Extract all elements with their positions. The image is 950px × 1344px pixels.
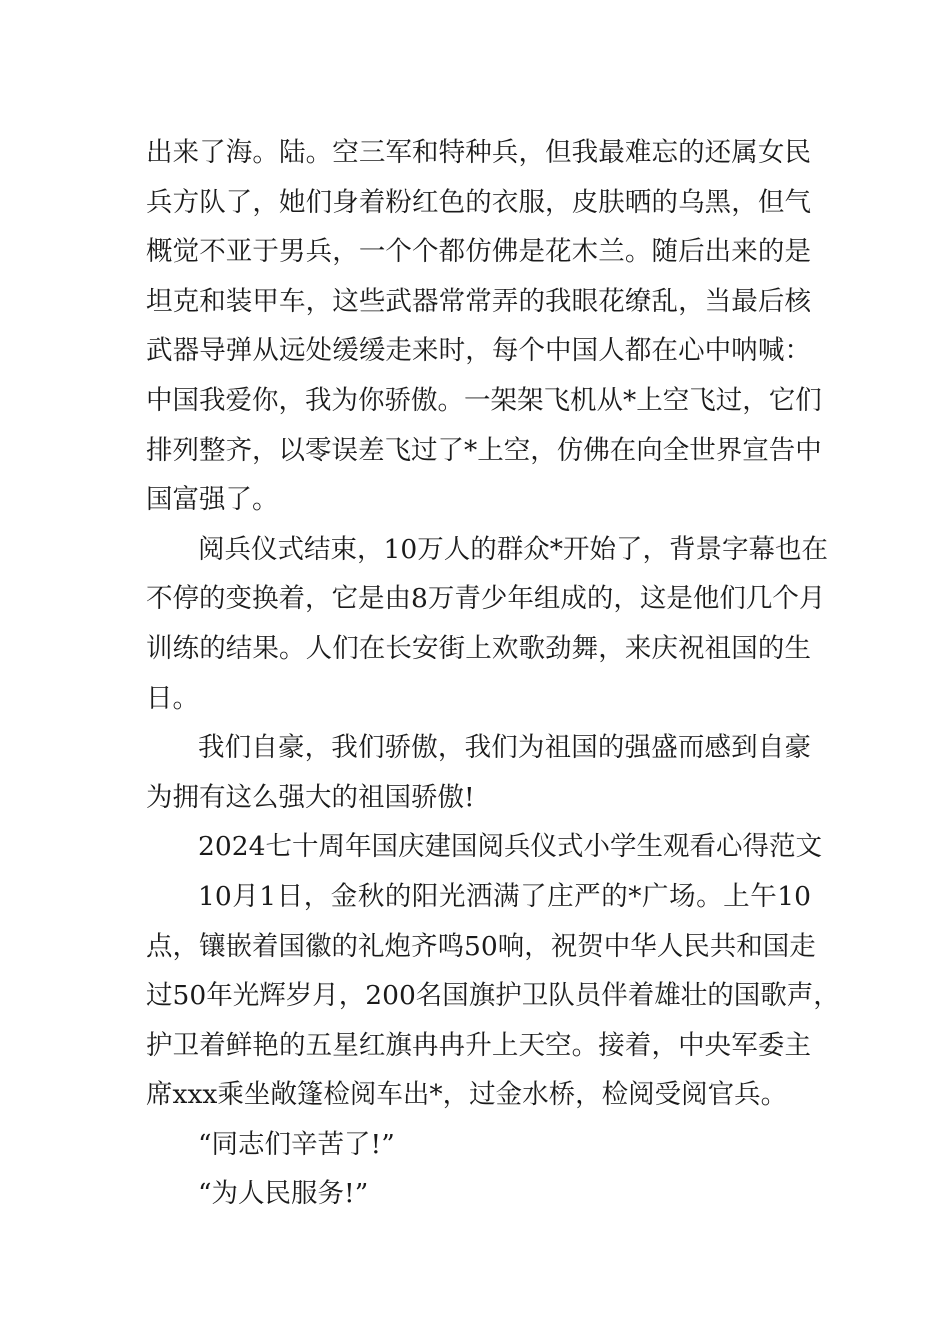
text-line: 不停的变换着，它是由8万青少年组成的，这是他们几个月 (146, 583, 826, 615)
text-line: 日。 (146, 682, 199, 714)
quote-line: “同志们辛苦了!” (198, 1128, 395, 1160)
text-line: 过50年光辉岁月，200名国旗护卫队员伴着雄壮的国歌声， (146, 980, 840, 1012)
text-line: 排列整齐，以零误差飞过了*上空，仿佛在向全世界宣告中 (146, 434, 822, 466)
text-line: 护卫着鲜艳的五星红旗冉冉升上天空。接着，中央军委主 (146, 1029, 811, 1061)
text-line: 概觉不亚于男兵，一个个都仿佛是花木兰。随后出来的是 (146, 236, 811, 268)
text-line: 出来了海。陆。空三军和特种兵，但我最难忘的还属女民 (146, 137, 811, 168)
text-line: 中国我爱你，我为你骄傲。一架架飞机从*上空飞过，它们 (146, 384, 822, 416)
text-line: 席xxx乘坐敞篷检阅车出*，过金水桥，检阅受阅官兵。 (146, 1079, 788, 1111)
text-line: 点，镶嵌着国徽的礼炮齐鸣50响，祝贺中华人民共和国走 (146, 930, 816, 962)
text-line: 训练的结果。人们在长安街上欢歌劲舞，来庆祝祖国的生 (146, 632, 811, 664)
paragraph-first-line: 10月1日，金秋的阳光洒满了庄严的*广场。上午10 (198, 880, 811, 912)
section-heading: 2024七十周年国庆建国阅兵仪式小学生观看心得范文 (198, 831, 822, 863)
quote-line: “为人民服务!” (198, 1178, 369, 1210)
text-line: 国富强了。 (146, 484, 279, 516)
text-line: 坦克和装甲车，这些武器常常弄的我眼花缭乱，当最后核 (146, 285, 811, 317)
text-line: 武器导弹从远处缓缓走来时，每个中国人都在心中呐喊： (146, 335, 811, 367)
paragraph-first-line: 我们自豪，我们骄傲，我们为祖国的强盛而感到自豪 (198, 732, 811, 764)
text-line: 兵方队了，她们身着粉红色的衣服，皮肤晒的乌黑，但气 (146, 186, 811, 218)
paragraph-first-line: 阅兵仪式结束，10万人的群众*开始了，背景字幕也在 (198, 533, 828, 565)
body-text (146, 128, 840, 1219)
text-line: 为拥有这么强大的祖国骄傲! (146, 781, 475, 813)
